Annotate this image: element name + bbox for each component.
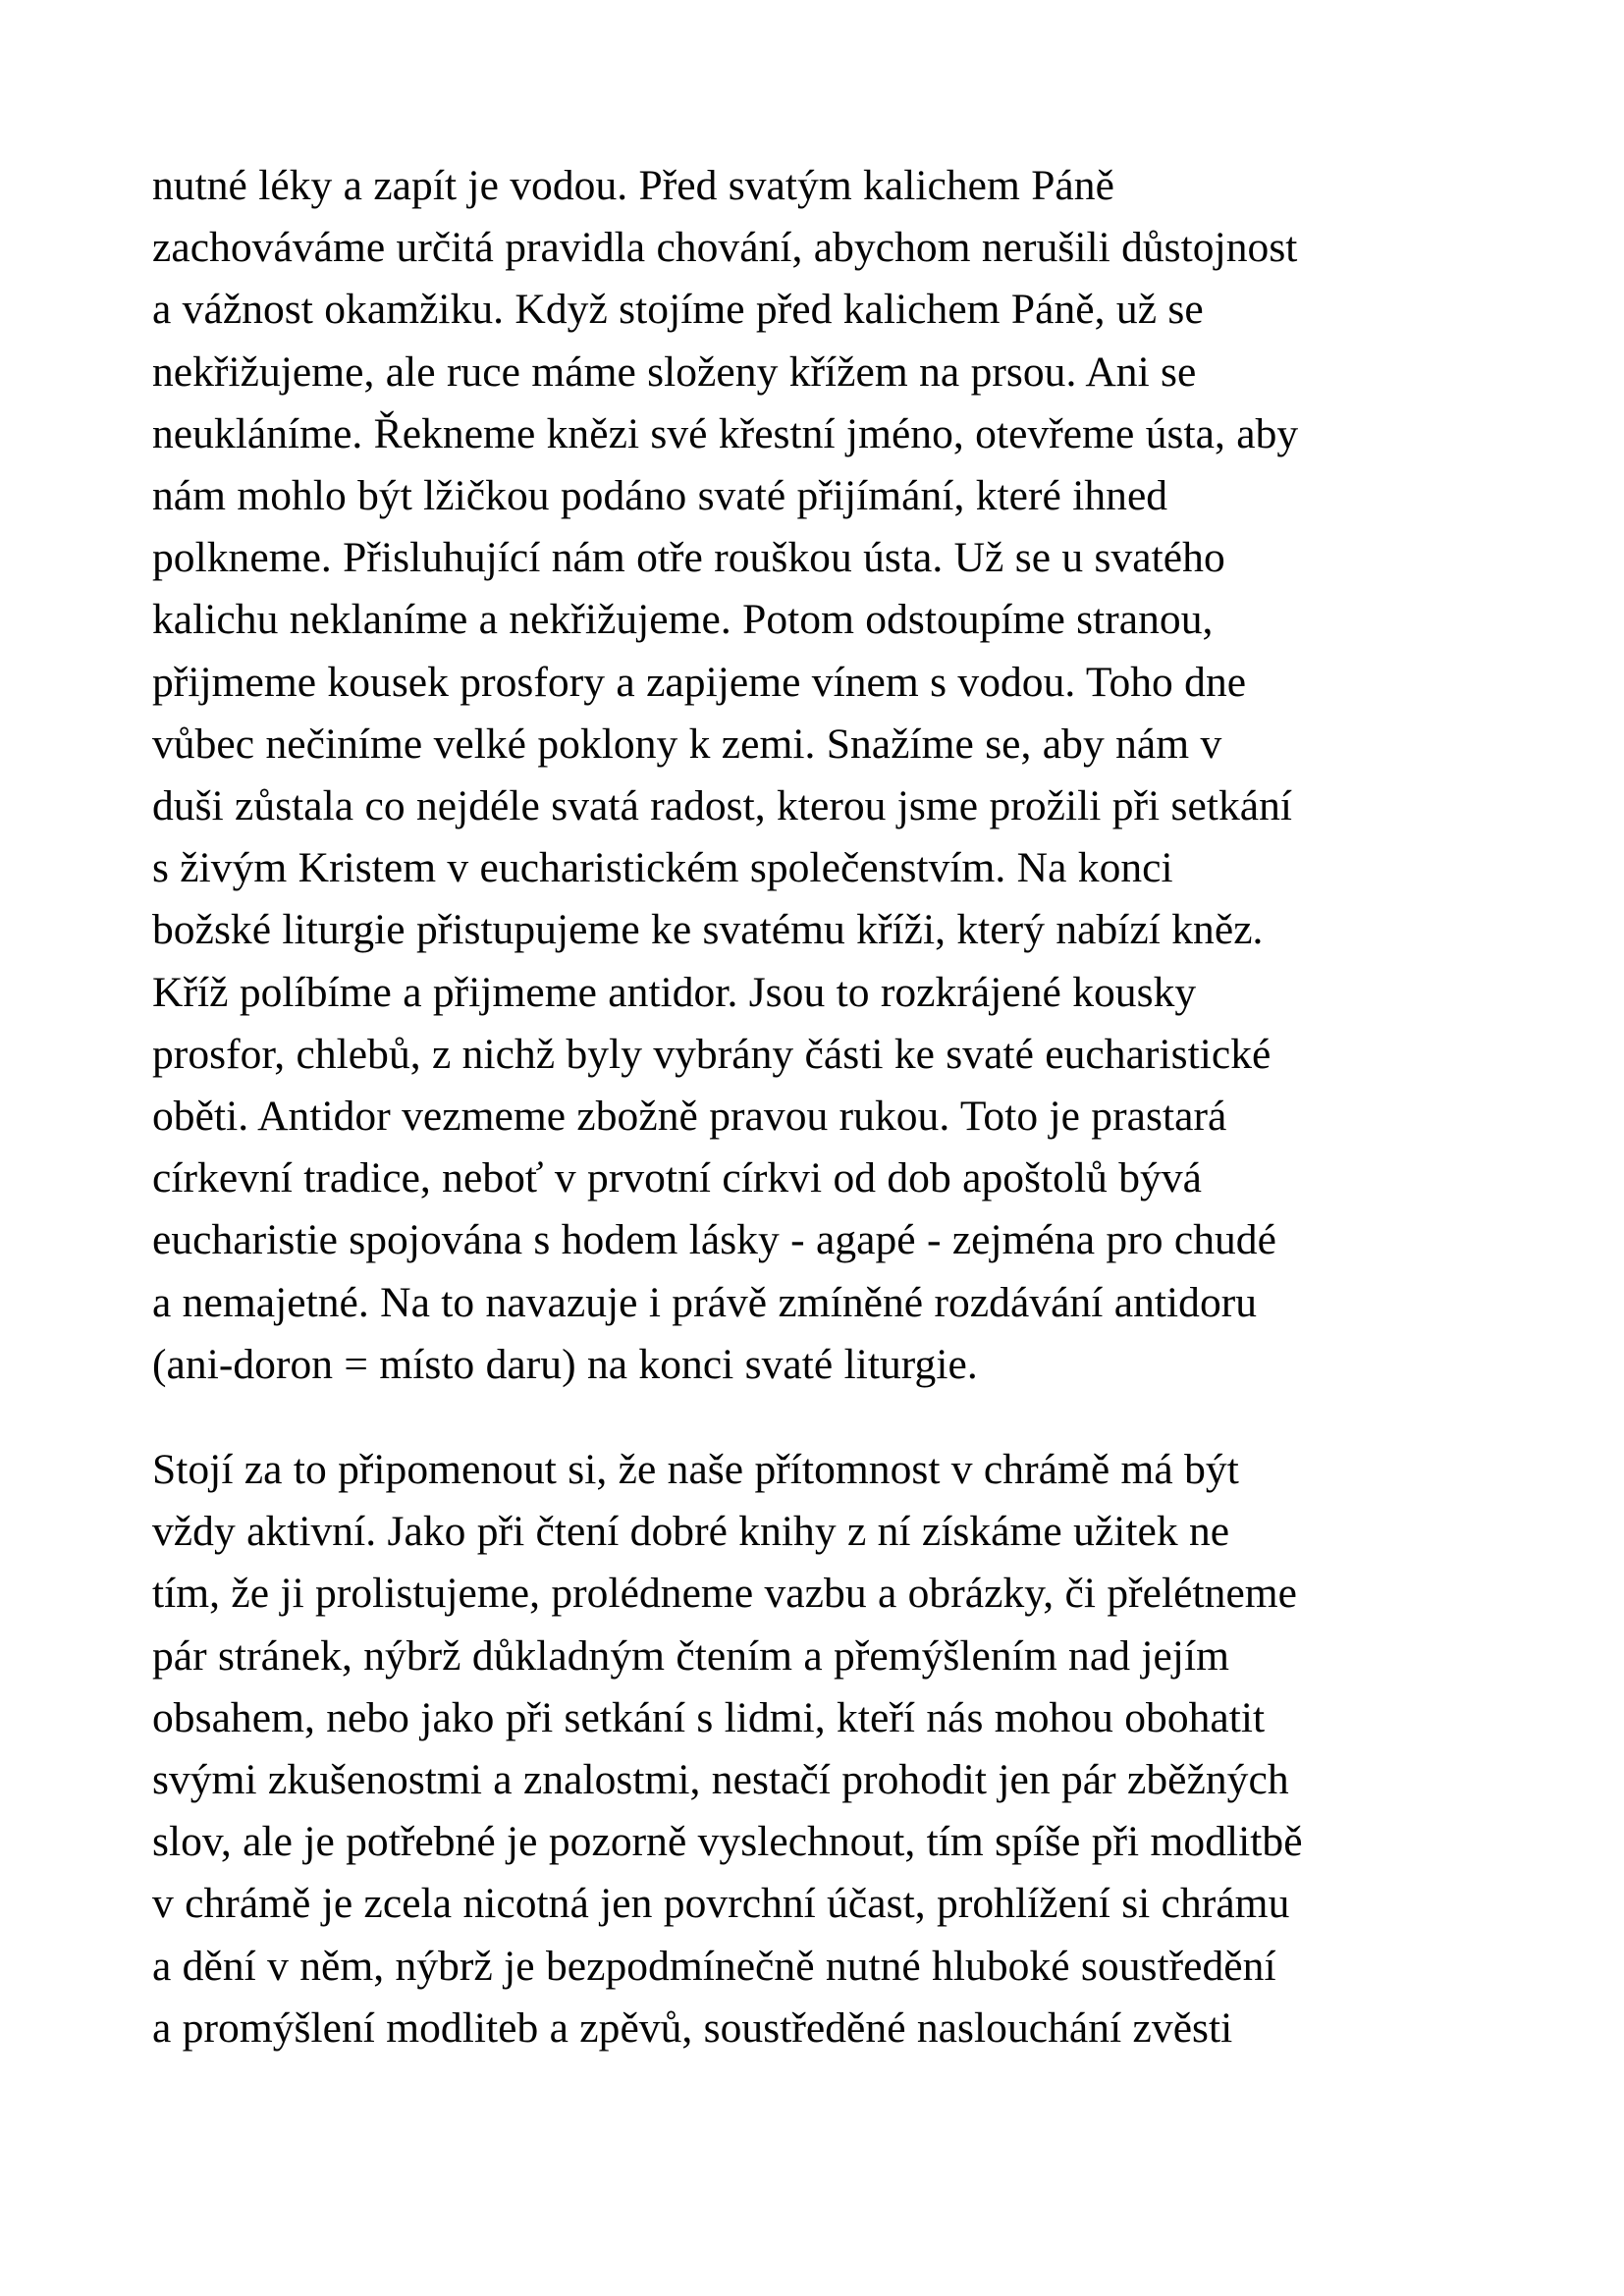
- text-line: (ani-doron = místo daru) na konci svaté liturgie.: [152, 1340, 978, 1388]
- text-line: kalichu neklaníme a nekřižujeme. Potom odstoupíme stranou,: [152, 596, 1214, 644]
- text-line: nutné léky a zapít je vodou. Před svatým kalichem Páně: [152, 162, 1114, 209]
- text-line: a dění v něm, nýbrž je bezpodmínečně nutné hluboké soustředění: [152, 1942, 1276, 1990]
- text-line: církevní tradice, neboť v prvotní církvi od dob apoštolů bývá: [152, 1154, 1202, 1202]
- text-line: vždy aktivní. Jako při čtení dobré knihy z ní získáme užitek ne: [152, 1508, 1230, 1556]
- text-line: vůbec nečiníme velké poklony k zemi. Snažíme se, aby nám v: [152, 720, 1222, 768]
- text-line: duši zůstala co nejdéle svatá radost, kterou jsme prožili při setkání: [152, 782, 1293, 830]
- text-line: svými zkušenostmi a znalostmi, nestačí prohodit jen pár zběžných: [152, 1756, 1289, 1804]
- body-paragraph-1: [152, 155, 1473, 1396]
- text-line: božské liturgie přistupujeme ke svatému kříži, který nabízí kněz.: [152, 906, 1264, 954]
- text-line: a promýšlení modliteb a zpěvů, soustředěné naslouchání zvěsti: [152, 2003, 1233, 2052]
- body-paragraph-2: [152, 1439, 1473, 2059]
- text-line: Kříž políbíme a přijmeme antidor. Jsou to rozkrájené kousky: [152, 968, 1197, 1016]
- text-line: neukláníme. Řekneme knězi své křestní jméno, otevřeme ústa, aby: [152, 409, 1299, 457]
- text-line: pár stránek, nýbrž důkladným čtením a přemýšlením nad jejím: [152, 1631, 1229, 1680]
- text-line: oběti. Antidor vezmeme zbožně pravou rukou. Toto je prastará: [152, 1093, 1227, 1141]
- text-line: slov, ale je potřebné je pozorně vyslechnout, tím spíše při modlitbě: [152, 1818, 1303, 1866]
- text-line: obsahem, nebo jako při setkání s lidmi, kteří nás mohou obohatit: [152, 1693, 1266, 1741]
- text-line: přijmeme kousek prosfory a zapijeme vínem s vodou. Toho dne: [152, 658, 1247, 706]
- text-column: [152, 155, 1473, 2059]
- text-line: Stojí za to připomenout si, že naše přítomnost v chrámě má být: [152, 1446, 1239, 1494]
- text-line: zachováváme určitá pravidla chování, abychom nerušili důstojnost: [152, 224, 1298, 272]
- text-line: a vážnost okamžiku. Když stojíme před kalichem Páně, už se: [152, 286, 1204, 334]
- text-line: prosfor, chlebů, z nichž byly vybrány části ke svaté eucharistické: [152, 1030, 1272, 1078]
- text-line: a nemajetné. Na to navazuje i právě zmíněné rozdávání antidoru: [152, 1278, 1258, 1326]
- text-line: tím, že ji prolistujeme, prolédneme vazbu a obrázky, či přelétneme: [152, 1570, 1298, 1618]
- text-line: nám mohlo být lžičkou podáno svaté přijímání, které ihned: [152, 472, 1168, 520]
- text-line: polkneme. Přisluhující nám otře rouškou ústa. Už se u svatého: [152, 534, 1225, 582]
- text-line: v chrámě je zcela nicotná jen povrchní účast, prohlížení si chrámu: [152, 1880, 1290, 1928]
- text-line: s živým Kristem v eucharistickém společenstvím. Na konci: [152, 844, 1173, 892]
- text-line: nekřižujeme, ale ruce máme složeny křížem na prsou. Ani se: [152, 347, 1197, 396]
- text-line: eucharistie spojována s hodem lásky - agapé - zejména pro chudé: [152, 1216, 1276, 1264]
